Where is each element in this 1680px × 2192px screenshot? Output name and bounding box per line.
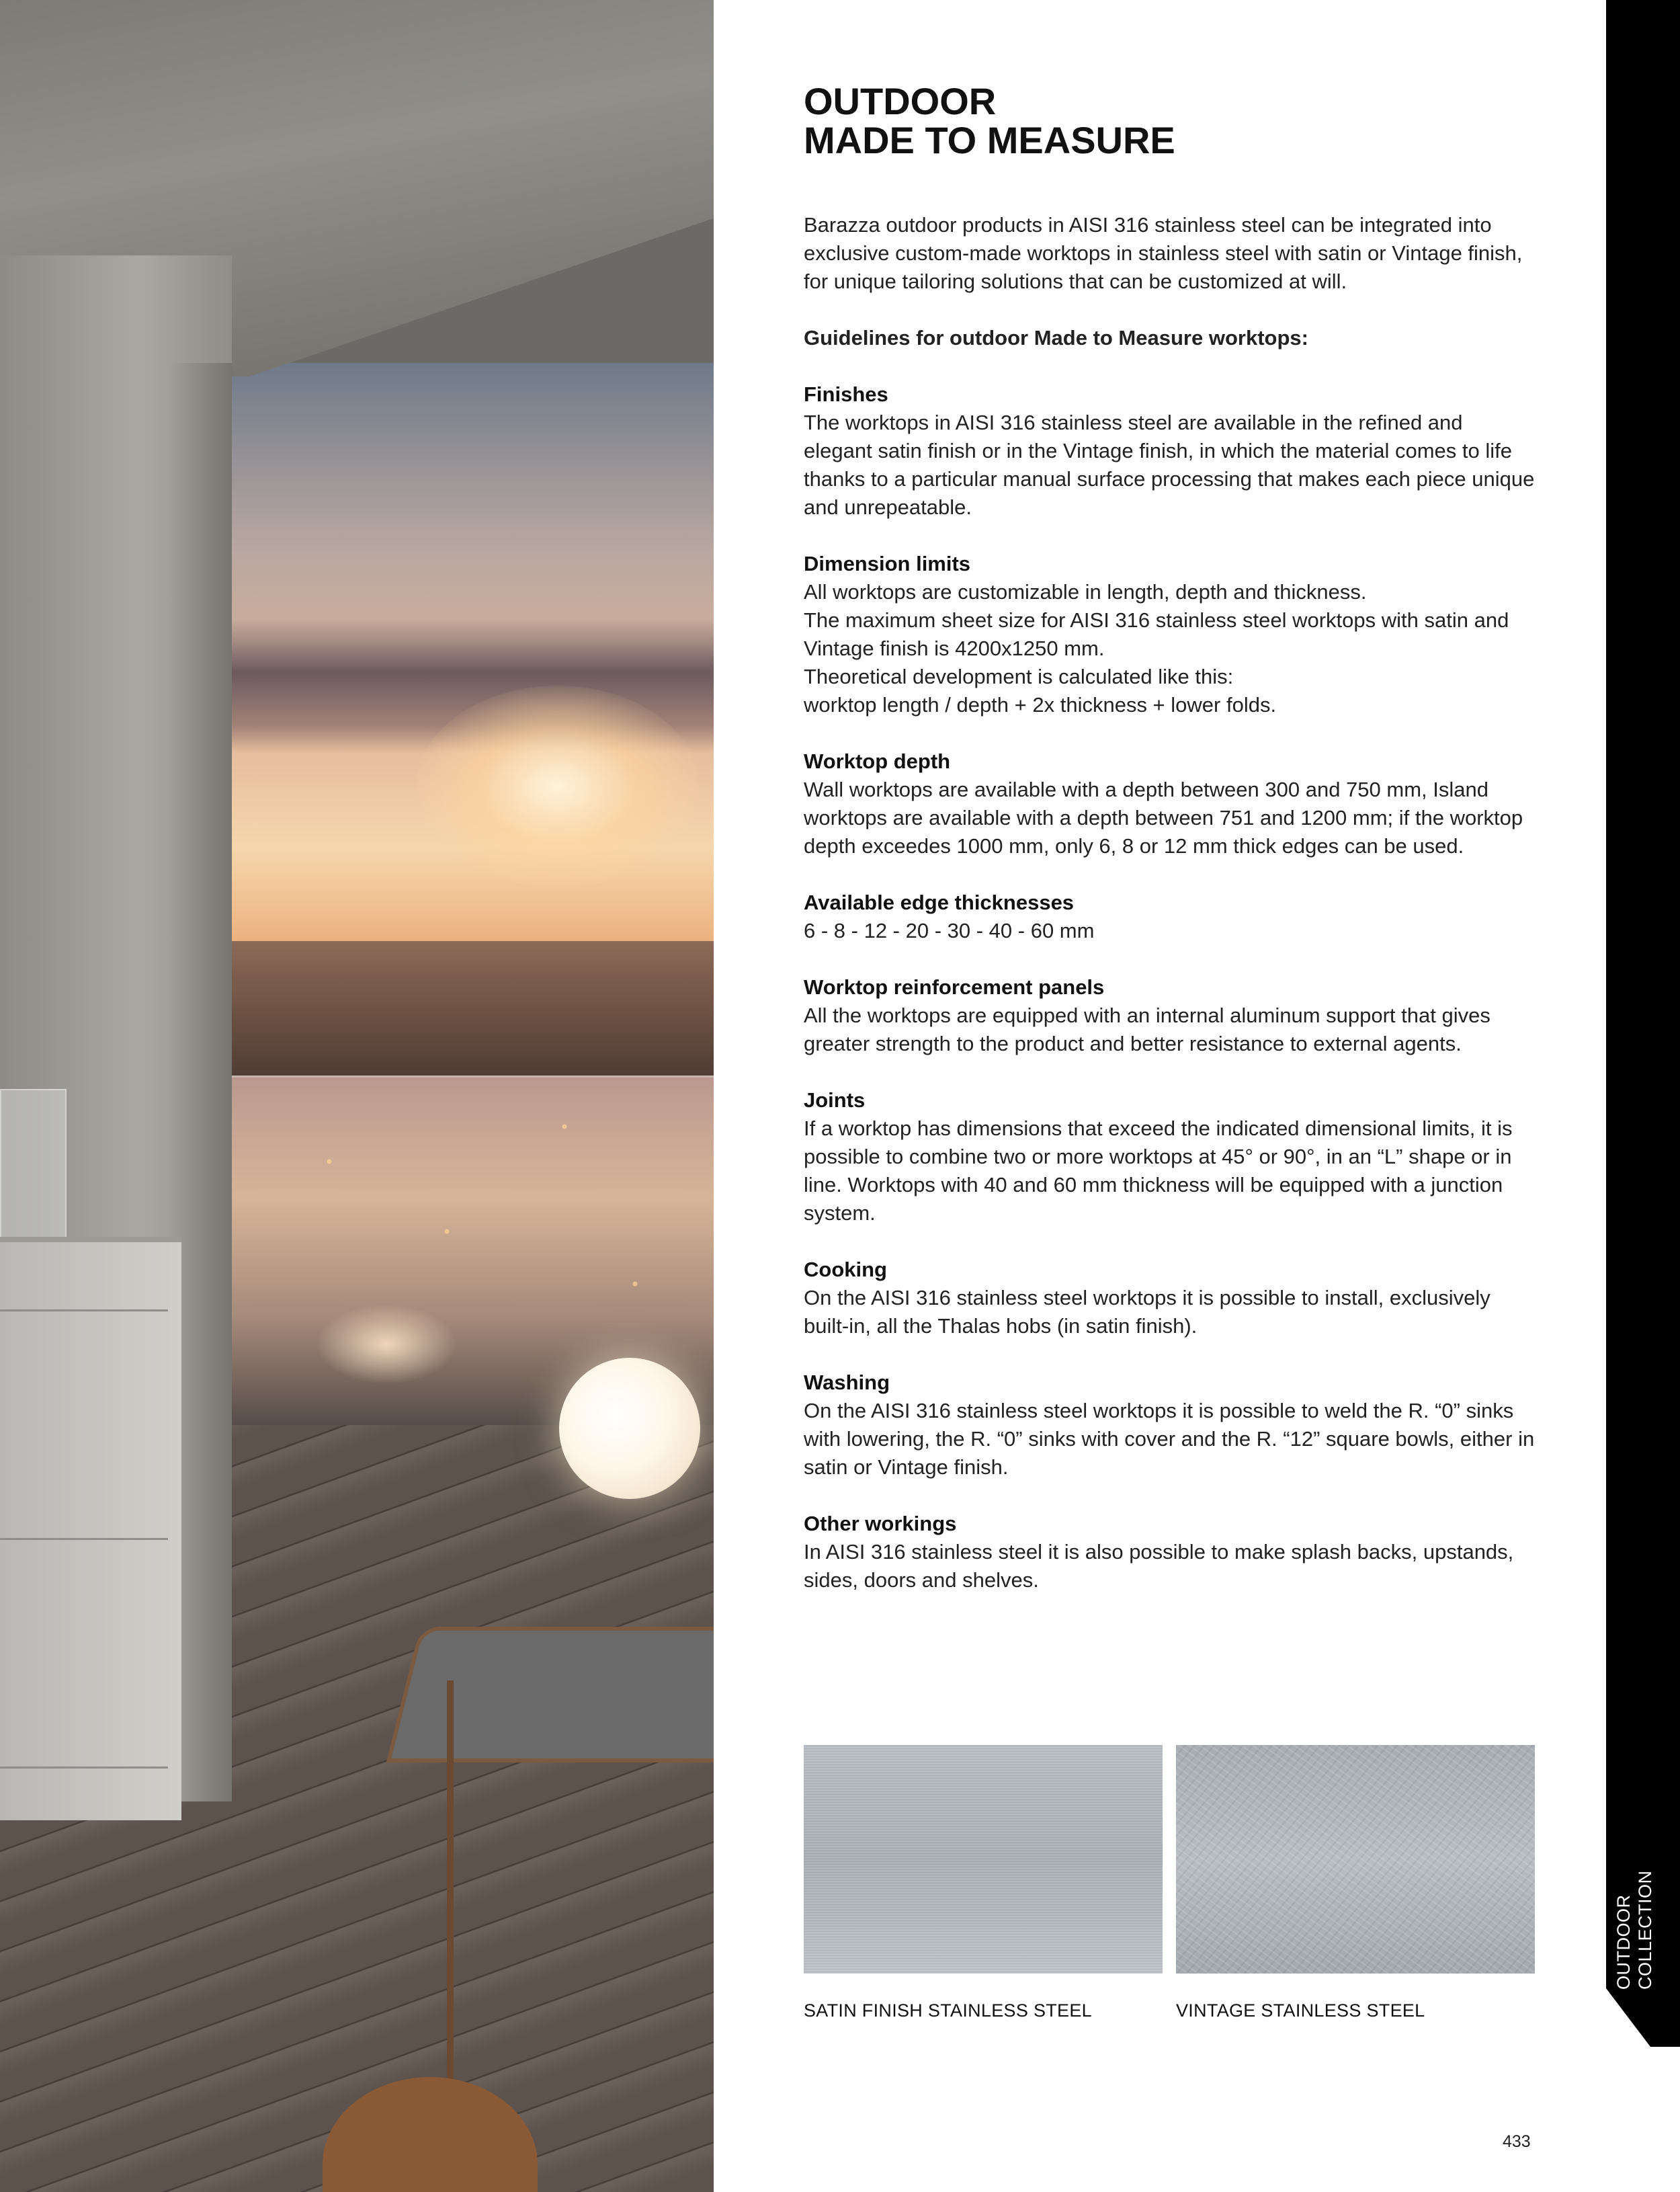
section-heading: Other workings xyxy=(804,1512,957,1535)
section-text: worktop length / depth + 2x thickness + lower folds. xyxy=(804,693,1277,717)
cabinet-seam xyxy=(0,1538,168,1540)
cabinet-seam xyxy=(0,1309,168,1311)
vintage-steel-swatch xyxy=(1176,1745,1535,1974)
title-line-2: MADE TO MEASURE xyxy=(804,119,1175,161)
sun-glow xyxy=(417,686,699,887)
page-title xyxy=(804,82,1476,160)
section-heading: Cooking xyxy=(804,1258,887,1281)
cabinet-seam xyxy=(0,1767,168,1769)
section-heading: Worktop reinforcement panels xyxy=(804,975,1105,999)
vintage-swatch-caption: VINTAGE STAINLESS STEEL xyxy=(1176,2000,1425,2021)
outdoor-kitchen-photo xyxy=(0,0,714,2192)
section-text: Wall worktops are available with a depth between 300 and 750 mm, Island worktops are available with a depth between 751 and 1200 mm; if the worktop depth exceedes 1000 mm, only 6, 8 or 12 mm thick edges can be used. xyxy=(804,778,1523,858)
section-heading: Dimension limits xyxy=(804,552,971,575)
satin-steel-swatch xyxy=(804,1745,1163,1974)
lamp-reflection xyxy=(316,1304,457,1385)
section-dimension-limits xyxy=(804,550,1536,719)
section-reinforcement-panels xyxy=(804,973,1536,1058)
section-text: The worktops in AISI 316 stainless steel are available in the refined and elegant satin finish or in the Vintage finish, in which the material comes to life thanks to a particular manual surface processing that makes each piece unique and unrepeatable. xyxy=(804,411,1535,519)
section-heading: Finishes xyxy=(804,382,888,406)
section-worktop-depth xyxy=(804,747,1536,860)
guidelines-heading: Guidelines for outdoor Made to Measure worktops: xyxy=(804,326,1308,350)
page-number: 433 xyxy=(1503,2132,1531,2151)
section-text: On the AISI 316 stainless steel worktops it is possible to weld the R. “0” sinks with lowering, the R. “0” sinks with cover and the R. “12” square bowls, either in satin or Vintage finish. xyxy=(804,1399,1535,1479)
section-text: 6 - 8 - 12 - 20 - 30 - 40 - 60 mm xyxy=(804,919,1095,942)
table-top xyxy=(386,1627,714,1762)
tab-line-1: OUTDOOR xyxy=(1613,1894,1634,1990)
section-text: If a worktop has dimensions that exceed the indicated dimensional limits, it is possible to combine two or more worktops at 45° or 90°, in an “L” shape or in line. Worktops with 40 and 60 mm thickness will be equipped with a junction system. xyxy=(804,1117,1513,1225)
section-other-workings xyxy=(804,1510,1536,1594)
section-text: All worktops are customizable in length, depth and thickness. xyxy=(804,580,1367,604)
section-tab xyxy=(1606,0,1680,2047)
section-text: On the AISI 316 stainless steel worktops it is possible to install, exclusively built-in, all the Thalas hobs (in satin finish). xyxy=(804,1286,1490,1338)
section-cooking xyxy=(804,1256,1536,1340)
section-joints xyxy=(804,1086,1536,1227)
body-text xyxy=(804,211,1536,1623)
intro-paragraph: Barazza outdoor products in AISI 316 stainless steel can be integrated into exclusive custom-made worktops in stainless steel with satin or Vintage finish, for unique tailoring solutions that can be customized at will. xyxy=(804,213,1523,293)
section-tab-text xyxy=(1613,1870,1656,1990)
tab-line-2: COLLECTION xyxy=(1635,1870,1655,1990)
section-finishes xyxy=(804,380,1536,522)
section-edge-thicknesses xyxy=(804,889,1536,945)
section-tab-label xyxy=(1613,1870,1673,2124)
finish-swatches xyxy=(804,1745,1536,1974)
section-text: All the worktops are equipped with an internal aluminum support that gives greater strength to the product and better resistance to external agents. xyxy=(804,1004,1490,1055)
kitchen-cabinet xyxy=(0,1237,181,1820)
section-heading: Washing xyxy=(804,1371,890,1394)
title-line-1: OUTDOOR xyxy=(804,80,997,122)
section-heading: Worktop depth xyxy=(804,749,951,773)
section-text: Theoretical development is calculated like this: xyxy=(804,665,1234,688)
section-text: The maximum sheet size for AISI 316 stainless steel worktops with satin and Vintage finish is 4200x1250 mm. xyxy=(804,608,1509,660)
globe-lamp xyxy=(559,1358,700,1499)
satin-swatch-caption: SATIN FINISH STAINLESS STEEL xyxy=(804,2000,1092,2021)
section-heading: Joints xyxy=(804,1088,866,1112)
section-washing xyxy=(804,1369,1536,1481)
section-heading: Available edge thicknesses xyxy=(804,891,1075,914)
kitchen-splashback xyxy=(0,1089,67,1240)
section-text: In AISI 316 stainless steel it is also possible to make splash backs, upstands, sides, doors and shelves. xyxy=(804,1540,1514,1592)
